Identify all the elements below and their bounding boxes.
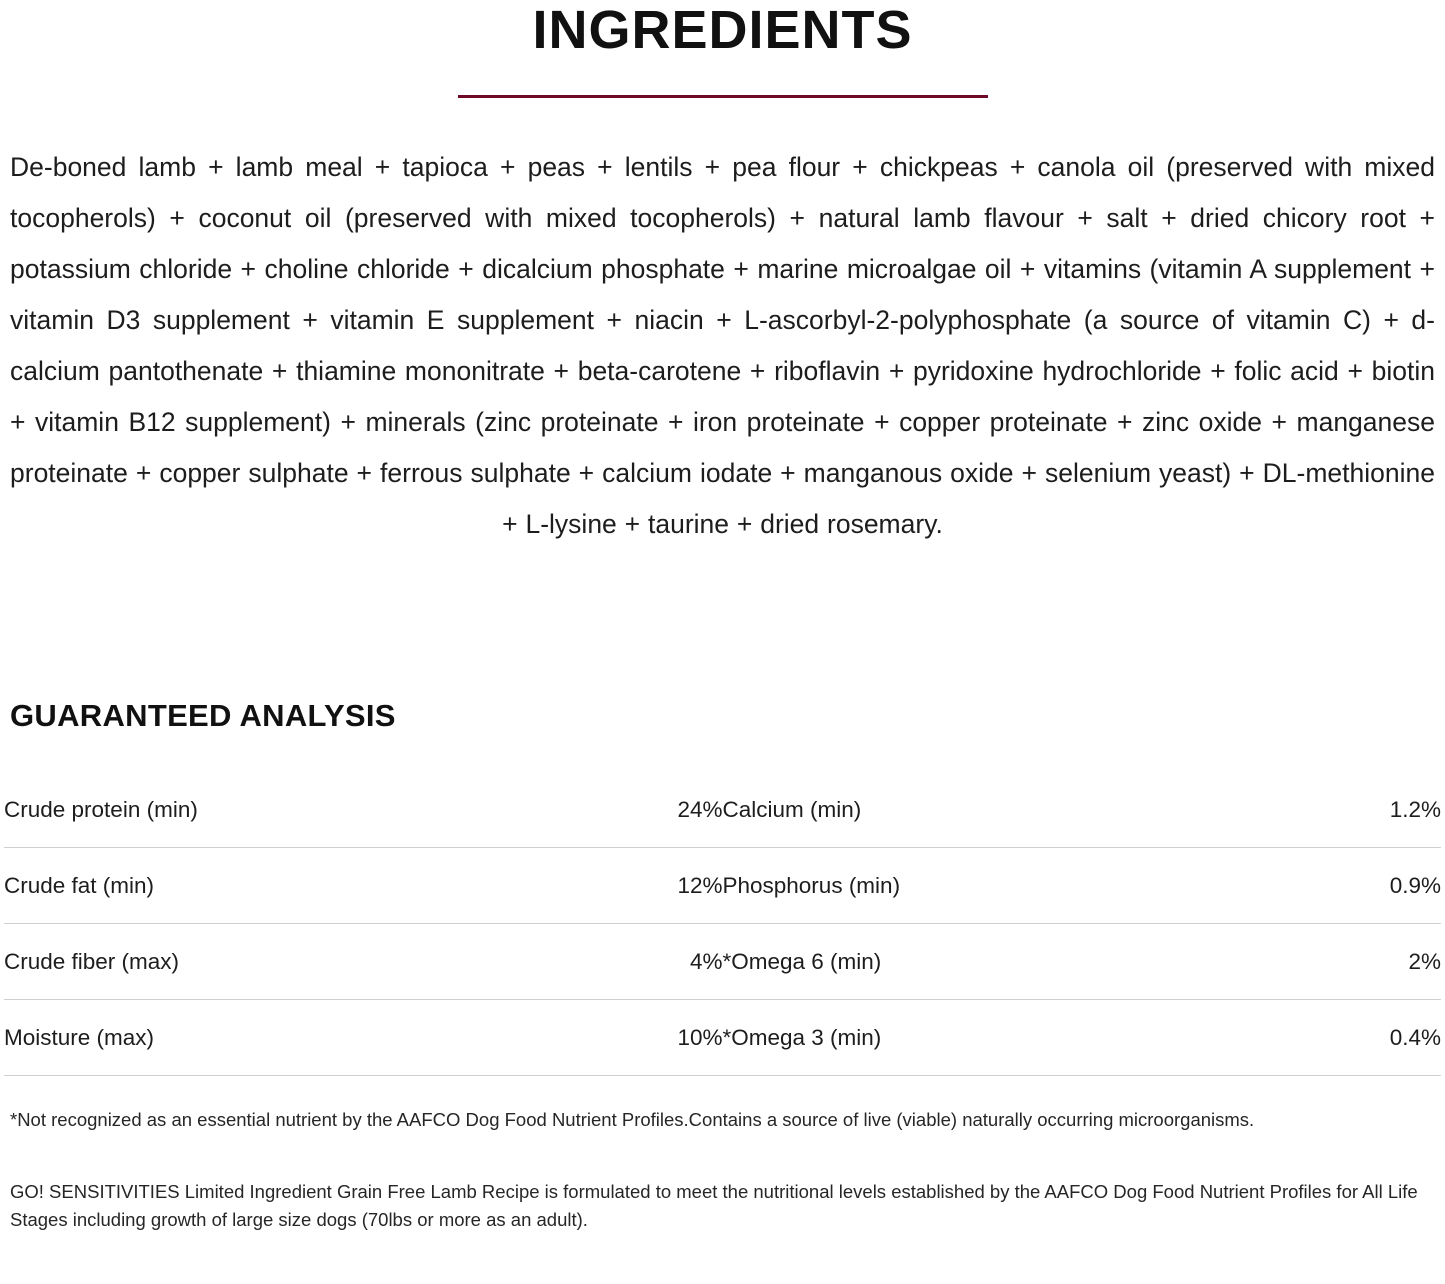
guaranteed-analysis-table xyxy=(4,772,1441,1076)
nutrient-value: 1.2% xyxy=(1240,772,1441,848)
table-row xyxy=(4,847,1441,923)
guaranteed-analysis-title: GUARANTEED ANALYSIS xyxy=(10,697,396,733)
guaranteed-analysis-section xyxy=(4,698,1441,1076)
ingredients-header xyxy=(4,0,1441,98)
nutrient-label: Phosphorus (min) xyxy=(722,847,1239,923)
aafco-statement: GO! SENSITIVITIES Limited Ingredient Grain Free Lamb Recipe is formulated to meet the nutritional levels established by the AAFCO Dog Food Nutrient Profiles for All Life Stages including growth of large size dogs (70lbs or more as an adult). xyxy=(10,1180,1418,1230)
nutrient-value: 0.9% xyxy=(1240,847,1441,923)
table-row xyxy=(4,999,1441,1075)
nutrient-label: Crude fiber (max) xyxy=(4,923,521,999)
nutrient-value: 4% xyxy=(521,923,722,999)
nutrient-label: *Omega 6 (min) xyxy=(722,923,1239,999)
nutrient-label: Moisture (max) xyxy=(4,999,521,1075)
ingredients-text: De-boned lamb + lamb meal + tapioca + peas + lentils + pea flour + chickpeas + canola oil (preserved with mixed tocopherols) + coconut oil (preserved with mixed tocopherols) + natural lamb flavour + salt + dried chicory root + potassium chloride + choline chloride + dicalcium phosphate + marine microalgae oil + vitamins (vitamin A supplement + vitamin D3 supplement + vitamin E supplement + niacin + L-ascorbyl-2-polyphosphate (a source of vitamin C) + d-calcium pantothenate + thiamine mononitrate + beta-carotene + riboflavin + pyridoxine hydrochloride + folic acid + biotin + vitamin B12 supplement) + minerals (zinc proteinate + iron proteinate + copper proteinate + zinc oxide + manganese proteinate + copper sulphate + ferrous sulphate + calcium iodate + manganous oxide + selenium yeast) + DL-methionine + L-lysine + taurine + dried rosemary. xyxy=(10,151,1435,539)
table-row xyxy=(4,923,1441,999)
nutrient-label: Crude protein (min) xyxy=(4,772,521,848)
title-divider xyxy=(458,95,988,98)
nutrient-label: *Omega 3 (min) xyxy=(722,999,1239,1075)
nutrient-value: 2% xyxy=(1240,923,1441,999)
table-row xyxy=(4,772,1441,848)
page-title: INGREDIENTS xyxy=(532,0,913,60)
nutrient-label: Calcium (min) xyxy=(722,772,1239,848)
nutrient-label: Crude fat (min) xyxy=(4,847,521,923)
nutrient-value: 12% xyxy=(521,847,722,923)
asterisk-footnote: *Not recognized as an essential nutrient by the AAFCO Dog Food Nutrient Profiles.Contains a source of live (viable) naturally occurring microorganisms. xyxy=(10,1108,1255,1130)
nutrient-value: 24% xyxy=(521,772,722,848)
nutrient-value: 0.4% xyxy=(1240,999,1441,1075)
nutrient-value: 10% xyxy=(521,999,722,1075)
